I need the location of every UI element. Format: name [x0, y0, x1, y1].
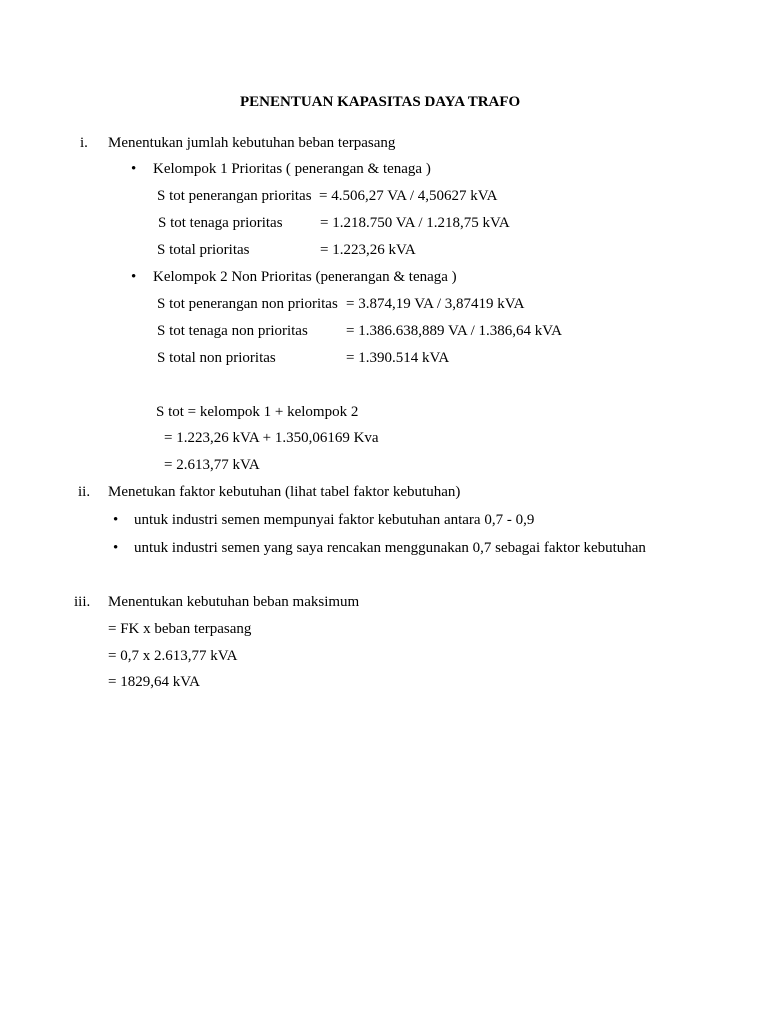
- row-value: = 1.390.514 kVA: [346, 350, 450, 366]
- row-name: S tot penerangan prioritas: [157, 188, 312, 204]
- group-label: Kelompok 2 Non Prioritas (penerangan & tenaga ): [153, 269, 457, 285]
- section-heading: Menentukan kebutuhan beban maksimum: [108, 594, 360, 610]
- total-line: S tot = kelompok 1 + kelompok 2: [156, 404, 359, 420]
- bullet-icon: •: [131, 161, 137, 177]
- row-value: = 3.874,19 VA / 3,87419 kVA: [346, 296, 525, 312]
- section-numeral: i.: [80, 135, 88, 151]
- bullet-text: untuk industri semen mempunyai faktor kebutuhan antara 0,7 - 0,9: [134, 512, 535, 528]
- bullet-text: untuk industri semen yang saya rencakan menggunakan 0,7 sebagai faktor kebutuhan: [134, 540, 646, 556]
- group-label: Kelompok 1 Prioritas ( penerangan & tenaga ): [153, 161, 431, 177]
- bullet-icon: •: [131, 269, 137, 285]
- row-value: = 1.386.638,889 VA / 1.386,64 kVA: [346, 323, 562, 339]
- section-numeral: iii.: [74, 594, 91, 610]
- bullet-icon: •: [113, 512, 119, 528]
- row-name: S tot tenaga prioritas: [158, 215, 283, 231]
- calc-line: = FK x beban terpasang: [108, 621, 252, 637]
- bullet-icon: •: [113, 540, 119, 556]
- calc-line: = 1829,64 kVA: [108, 674, 200, 690]
- row-name: S total prioritas: [157, 242, 250, 258]
- total-line: = 2.613,77 kVA: [164, 457, 260, 473]
- total-line: = 1.223,26 kVA + 1.350,06169 Kva: [164, 430, 379, 446]
- row-name: S tot penerangan non prioritas: [157, 296, 338, 312]
- row-value: = 1.223,26 kVA: [320, 242, 416, 258]
- section-heading: Menetukan faktor kebutuhan (lihat tabel faktor kebutuhan): [108, 484, 461, 500]
- row-name: S total non prioritas: [157, 350, 276, 366]
- row-value: = 4.506,27 VA / 4,50627 kVA: [319, 188, 498, 204]
- section-numeral: ii.: [78, 484, 91, 500]
- document-title: PENENTUAN KAPASITAS DAYA TRAFO: [240, 94, 521, 110]
- calc-line: = 0,7 x 2.613,77 kVA: [108, 648, 238, 664]
- section-heading: Menentukan jumlah kebutuhan beban terpasang: [108, 135, 396, 151]
- row-value: = 1.218.750 VA / 1.218,75 kVA: [320, 215, 510, 231]
- row-name: S tot tenaga non prioritas: [157, 323, 308, 339]
